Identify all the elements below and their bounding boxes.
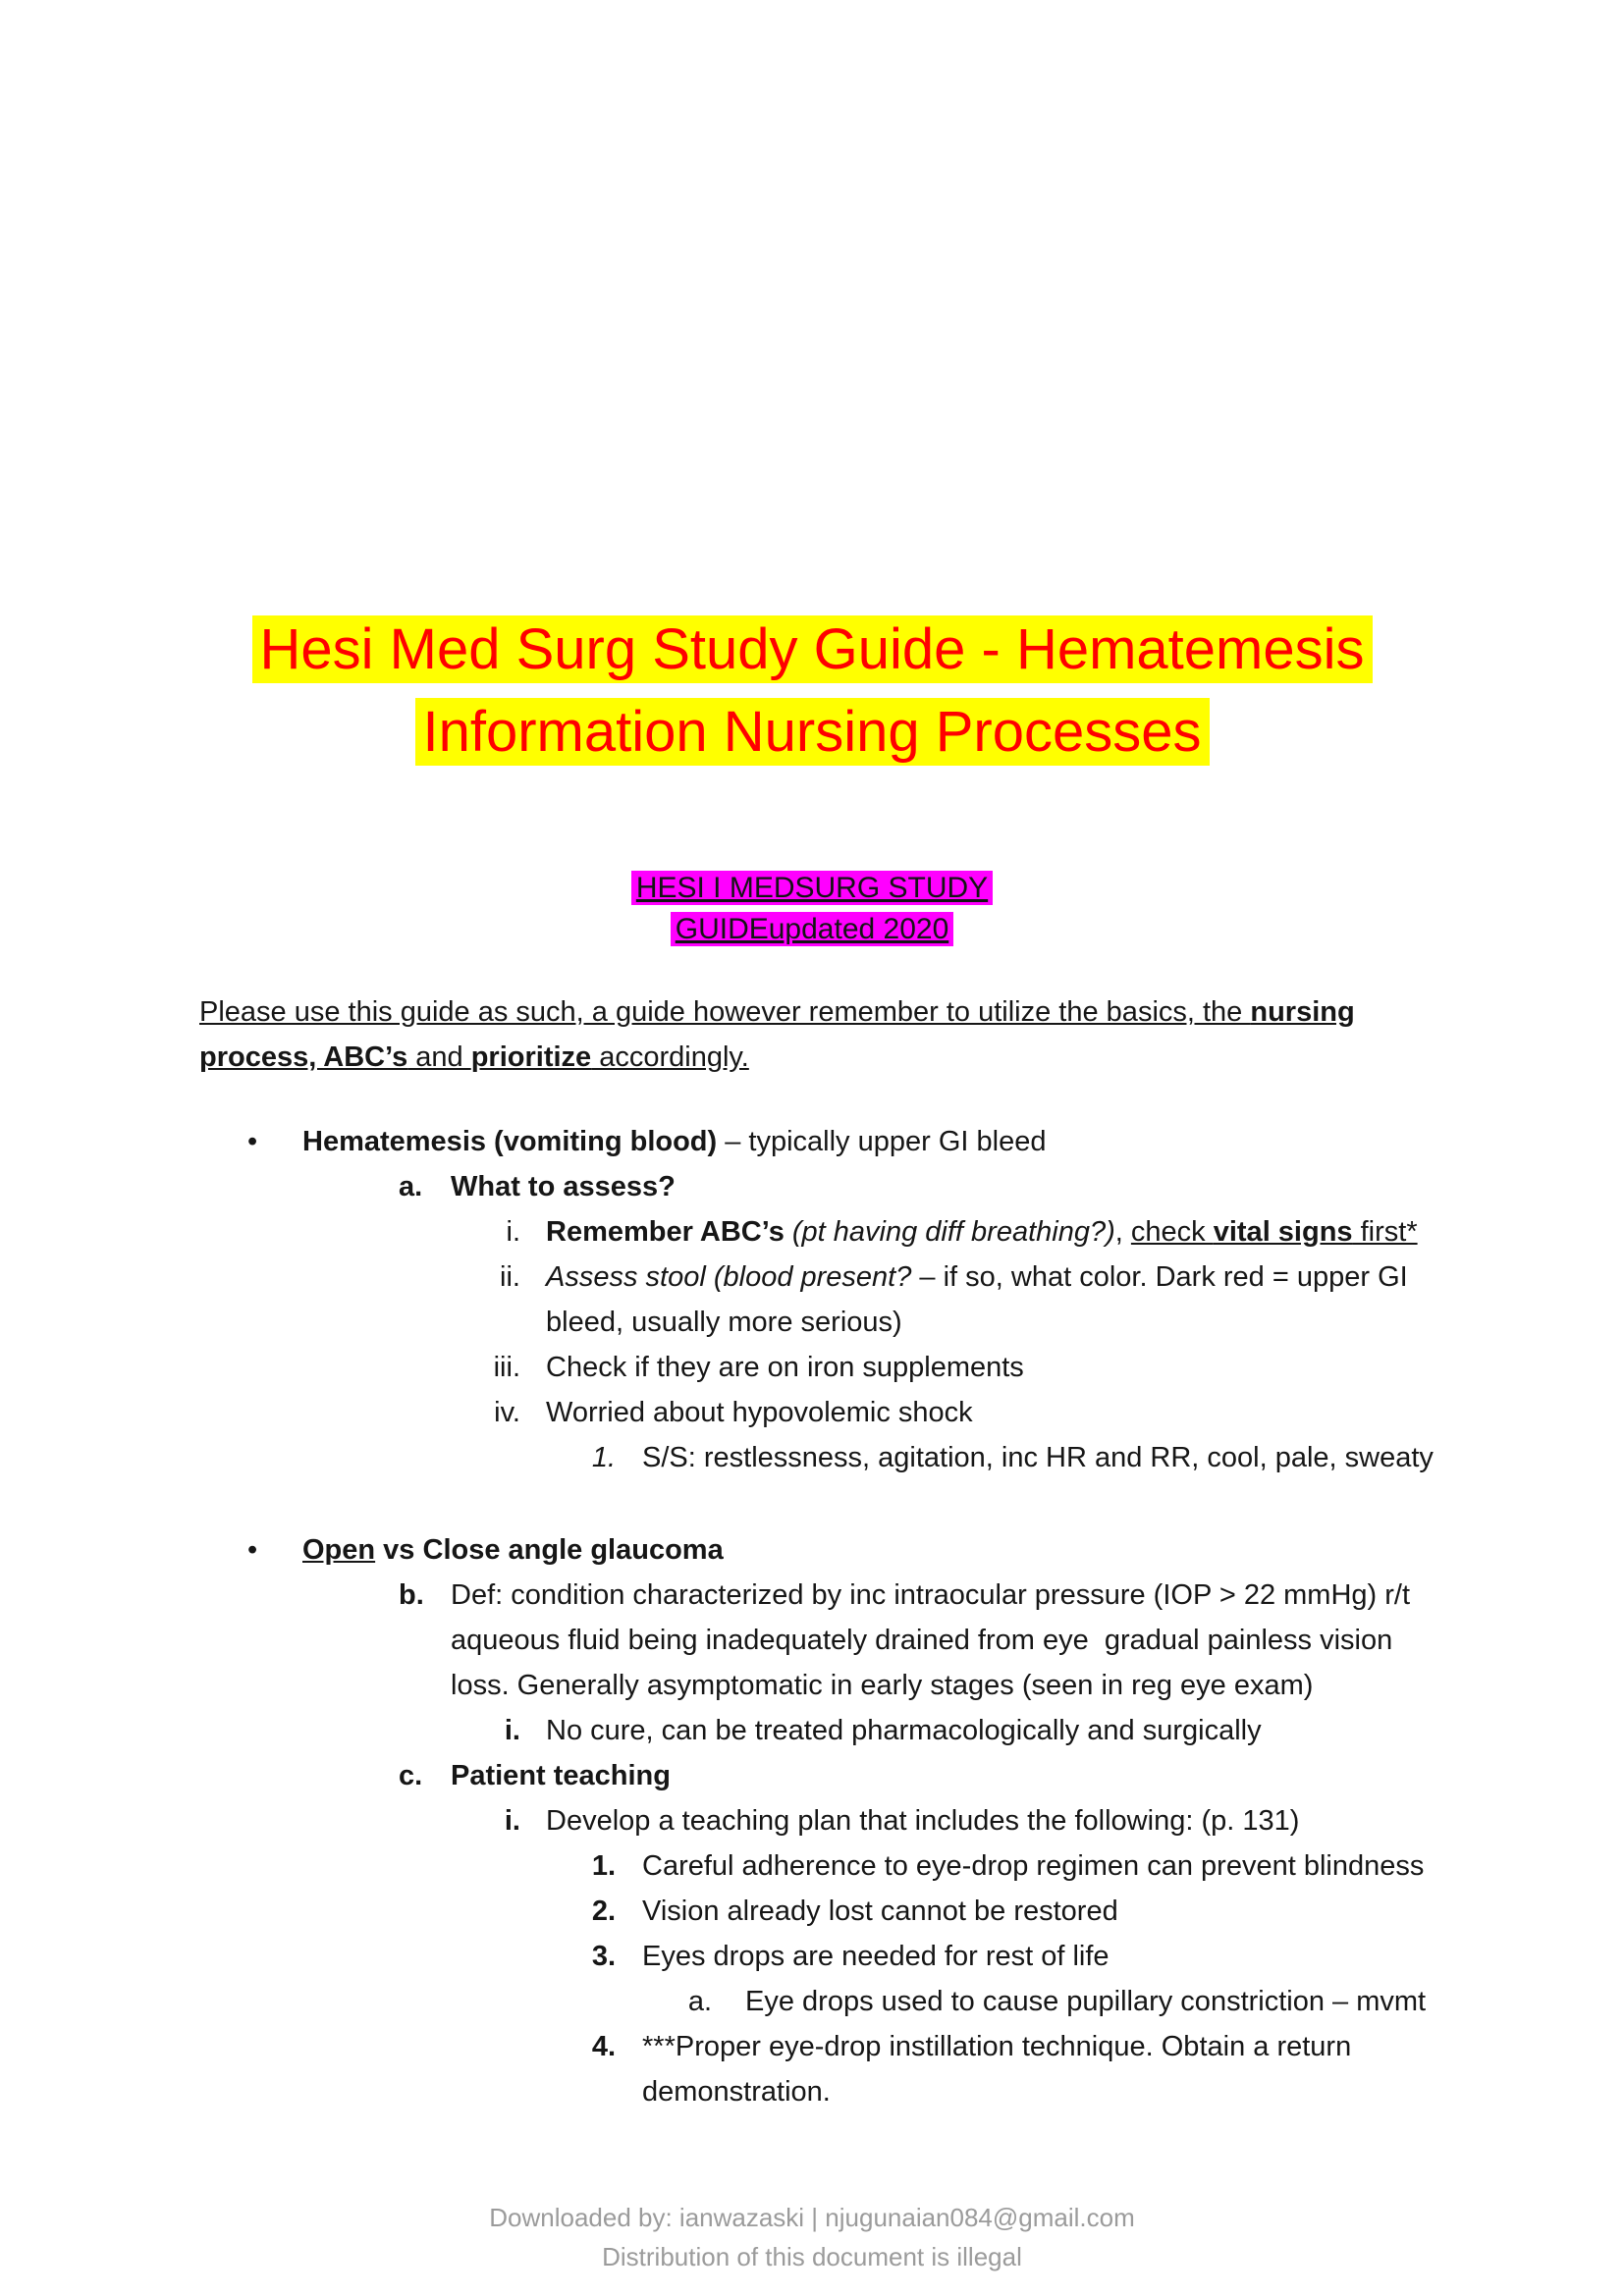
intro-bold-2: process, ABC’s bbox=[199, 1041, 408, 1073]
check-underline: check bbox=[1130, 1216, 1214, 1248]
list-item-assess-stool bbox=[0, 1255, 1624, 1345]
document-subtitle bbox=[0, 868, 1624, 950]
list-item-no-cure bbox=[0, 1708, 1624, 1753]
list-text: Worried about hypovolemic shock bbox=[546, 1397, 973, 1428]
subtitle-line-2: GUIDEupdated 2020 bbox=[671, 912, 954, 946]
hematemesis-heading-rest: – typically upper GI bleed bbox=[717, 1126, 1047, 1157]
glaucoma-heading-rest: vs Close angle glaucoma bbox=[375, 1534, 724, 1566]
list-text: S/S: restlessness, agitation, inc HR and RR, cool, pale, sweaty bbox=[642, 1442, 1434, 1473]
list-text: Vision already lost cannot be restored bbox=[642, 1896, 1118, 1927]
list-item-vision-lost bbox=[0, 1889, 1624, 1934]
list-text: Check if they are on iron supplements bbox=[546, 1352, 1024, 1383]
list-text bbox=[546, 1255, 1447, 1345]
list-marker: b. bbox=[399, 1579, 424, 1611]
subtitle-line-1: HESI I MEDSURG STUDY bbox=[631, 871, 993, 905]
intro-text-2: and bbox=[407, 1041, 471, 1073]
list-item-hematemesis bbox=[0, 1119, 1624, 1164]
vital-signs-bold: vital signs bbox=[1213, 1216, 1353, 1248]
list-text bbox=[302, 1527, 1447, 1573]
bullet-marker: • bbox=[247, 1126, 258, 1157]
intro-text: Please use this guide as such, a guide however remember to utilize the basics, the bbox=[199, 996, 1251, 1028]
list-item-eyedrop-adherence bbox=[0, 1843, 1624, 1889]
list-text: What to assess? bbox=[451, 1171, 676, 1202]
list-marker: a. bbox=[687, 1986, 712, 2017]
first-underline: first* bbox=[1352, 1216, 1418, 1248]
remember-abcs-italic: (pt having diff breathing?) bbox=[791, 1216, 1115, 1248]
list-text: Careful adherence to eye-drop regimen can prevent blindness bbox=[642, 1850, 1425, 1882]
list-text: No cure, can be treated pharmacologically and surgically bbox=[546, 1715, 1262, 1746]
list-text: Develop a teaching plan that includes the following: (p. 131) bbox=[546, 1805, 1300, 1837]
list-item-drops-for-life bbox=[0, 1934, 1624, 1979]
list-text: Eye drops used to cause pupillary constriction – mvmt bbox=[745, 1986, 1427, 2017]
title-line-2: Information Nursing Processes bbox=[415, 698, 1210, 766]
list-item-patient-teaching bbox=[0, 1753, 1624, 1798]
footer-watermark bbox=[0, 2198, 1624, 2276]
list-text: Def: condition characterized by inc intraocular pressure (IOP > 22 mmHg) r/t aqueous fluid being inadequately drained from eye gradual painless vision loss. Generally asymptomatic in early stages (seen in reg eye exam) bbox=[451, 1579, 1419, 1701]
list-text: Patient teaching bbox=[451, 1760, 671, 1791]
footer-distribution-notice: Distribution of this document is illegal bbox=[602, 2242, 1022, 2271]
document-title bbox=[0, 609, 1624, 774]
glaucoma-open-underline: Open bbox=[302, 1534, 376, 1566]
list-marker: 4. bbox=[591, 2031, 616, 2062]
list-marker: 2. bbox=[591, 1896, 616, 1927]
list-item-glaucoma bbox=[0, 1527, 1624, 1573]
remember-abcs-bold: Remember ABC’s bbox=[546, 1216, 792, 1248]
list-text bbox=[302, 1119, 1447, 1164]
list-marker: 3. bbox=[591, 1941, 616, 1972]
list-item-glaucoma-def bbox=[0, 1573, 1624, 1708]
list-item-instillation-technique bbox=[0, 2024, 1624, 2114]
list-text: Eyes drops are needed for rest of life bbox=[642, 1941, 1110, 1972]
list-marker: iii. bbox=[493, 1352, 520, 1383]
list-marker: iv. bbox=[494, 1397, 520, 1428]
list-marker: a. bbox=[399, 1171, 423, 1202]
list-marker: i. bbox=[506, 1216, 520, 1248]
list-item-pupillary-constriction bbox=[0, 1979, 1624, 2024]
list-marker: ii. bbox=[500, 1261, 520, 1293]
title-line-1: Hesi Med Surg Study Guide - Hematemesis bbox=[252, 615, 1373, 683]
list-marker: i. bbox=[504, 1715, 520, 1746]
footer-downloaded-by: Downloaded by: ianwazaski | njugunaian084@gmail.com bbox=[489, 2203, 1135, 2232]
remember-abcs-plain: , bbox=[1114, 1216, 1131, 1248]
list-item-shock-signs bbox=[0, 1435, 1624, 1480]
hematemesis-heading: Hematemesis (vomiting blood) bbox=[302, 1126, 718, 1157]
list-item-iron-supplements bbox=[0, 1345, 1624, 1390]
list-marker: i. bbox=[504, 1805, 520, 1837]
intro-paragraph bbox=[199, 989, 1447, 1080]
list-text: ***Proper eye-drop instillation technique. Obtain a return demonstration. bbox=[642, 2031, 1352, 2108]
list-item-hypovolemic-shock bbox=[0, 1390, 1624, 1435]
list-item-what-to-assess bbox=[0, 1164, 1624, 1209]
list-item-teaching-plan bbox=[0, 1798, 1624, 1843]
list-marker: 1. bbox=[591, 1850, 616, 1882]
intro-text-3: accordingly. bbox=[591, 1041, 749, 1073]
intro-bold-1: nursing bbox=[1250, 996, 1355, 1028]
list-text bbox=[546, 1209, 1447, 1255]
bullet-marker: • bbox=[247, 1534, 258, 1566]
list-marker: c. bbox=[399, 1760, 423, 1791]
list-item-remember-abcs bbox=[0, 1209, 1624, 1255]
list-marker: 1. bbox=[591, 1442, 616, 1473]
intro-bold-3: prioritize bbox=[470, 1041, 592, 1073]
assess-stool-italic: Assess stool (blood present? bbox=[546, 1261, 912, 1293]
assess-stool-rest: – if so, what color. Dark red = upper GI bleed, usually more serious) bbox=[546, 1261, 1408, 1338]
